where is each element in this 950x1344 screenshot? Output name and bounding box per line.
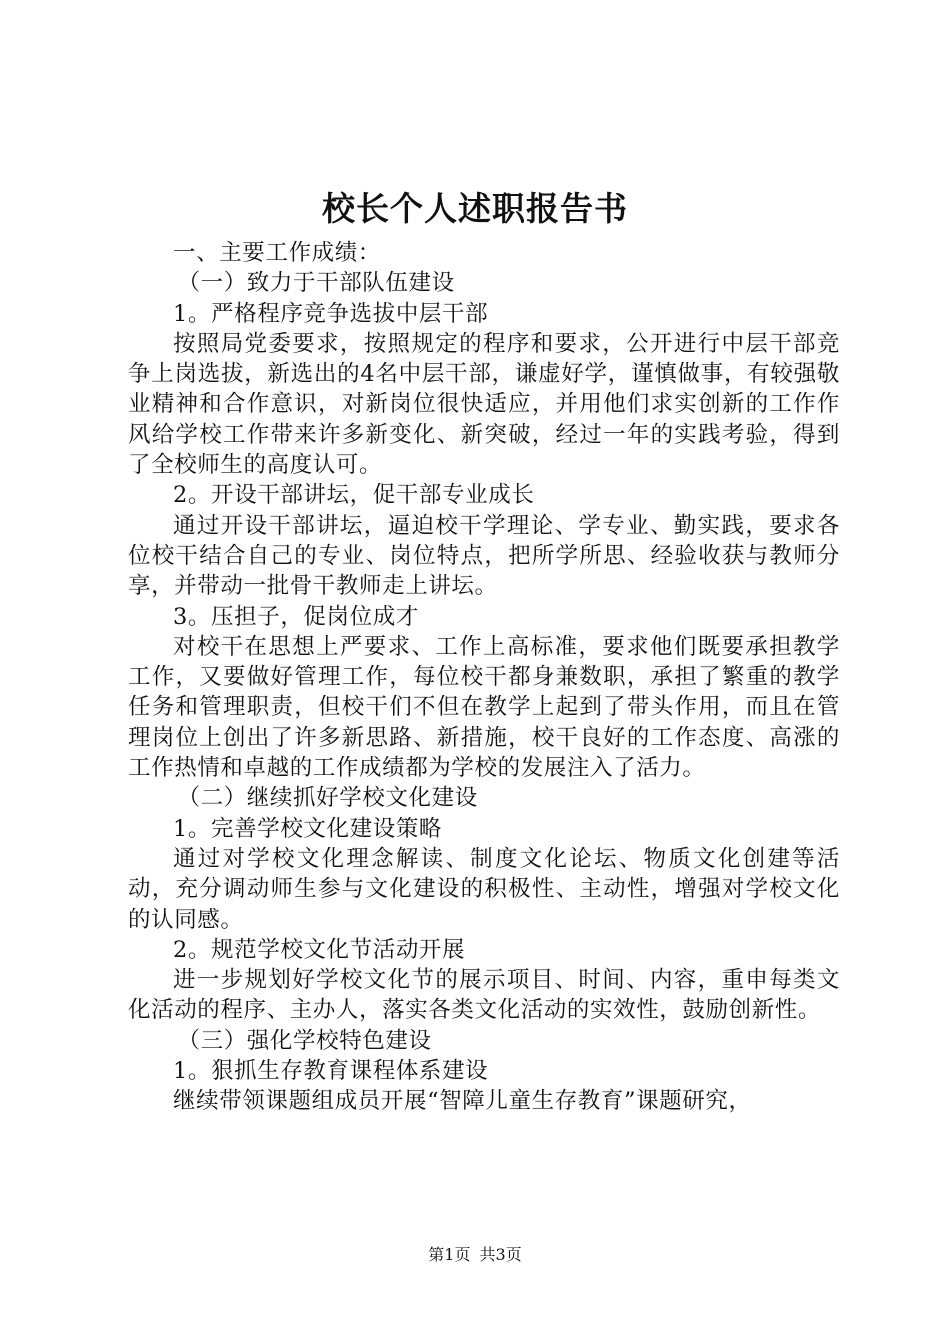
body-paragraph: 通过开设干部讲坛，逼迫校干学理论、学专业、勤实践，要求各位校干结合自己的专业、岗位特点，把所学所思、经验收获与教师分享，并带动一批骨干教师走上讲坛。: [128, 512, 840, 600]
item-heading: 1。狠抓生存教育课程体系建设: [173, 1058, 489, 1085]
document-title: 校长个人述职报告书: [322, 189, 628, 228]
body-paragraph: 继续带领课题组成员开展“智障儿童生存教育”课题研究，: [173, 1088, 752, 1115]
body-paragraph: 对校干在思想上严要求、工作上高标准，要求他们既要承担教学工作，又要做好管理工作，每位校干都身兼数职，承担了繁重的教学任务和管理职责，但校干们不但在教学上起到了带头作用，而且在管理岗位上创出了许多新思路、新措施，校干良好的工作态度、高涨的工作热情和卓越的工作成绩都为学校的发展注入了活力。: [128, 633, 840, 782]
subsection-heading: （一）致力于干部队伍建设: [177, 270, 455, 297]
item-heading: 1。完善学校文化建设策略: [173, 815, 443, 842]
body-paragraph: 按照局党委要求，按照规定的程序和要求，公开进行中层干部竞争上岗选拔，新选出的4名中层干部，谦虚好学，谨慎做事，有较强敬业精神和合作意识，对新岗位很快适应，并用他们求实创新的工作作风给学校工作带来许多新变化、新突破，经过一年的实践考验，得到了全校师生的高度认可。: [128, 330, 840, 479]
document-body: [128, 238, 840, 1117]
item-heading: 2。开设干部讲坛，促干部专业成长: [173, 482, 535, 509]
page-footer: [0, 1244, 950, 1266]
page-total: 共3页: [479, 1245, 522, 1264]
item-heading: 2。规范学校文化节活动开展: [173, 936, 466, 963]
body-paragraph: 通过对学校文化理念解读、制度文化论坛、物质文化创建等活动，充分调动师生参与文化建设的积极性、主动性，增强对学校文化的认同感。: [128, 845, 840, 933]
item-heading: 1。严格程序竞争选拔中层干部: [173, 300, 489, 327]
section-heading: 一、主要工作成绩：: [173, 240, 381, 266]
body-paragraph: 进一步规划好学校文化节的展示项目、时间、内容，重申每类文化活动的程序、主办人，落实各类文化活动的实效性，鼓励创新性。: [128, 967, 840, 1024]
subsection-heading: （二）继续抓好学校文化建设: [177, 785, 478, 812]
item-heading: 3。压担子，促岗位成才: [173, 603, 419, 630]
page-number: 第1页: [428, 1245, 471, 1264]
subsection-heading: （三）强化学校特色建设: [177, 1027, 432, 1054]
